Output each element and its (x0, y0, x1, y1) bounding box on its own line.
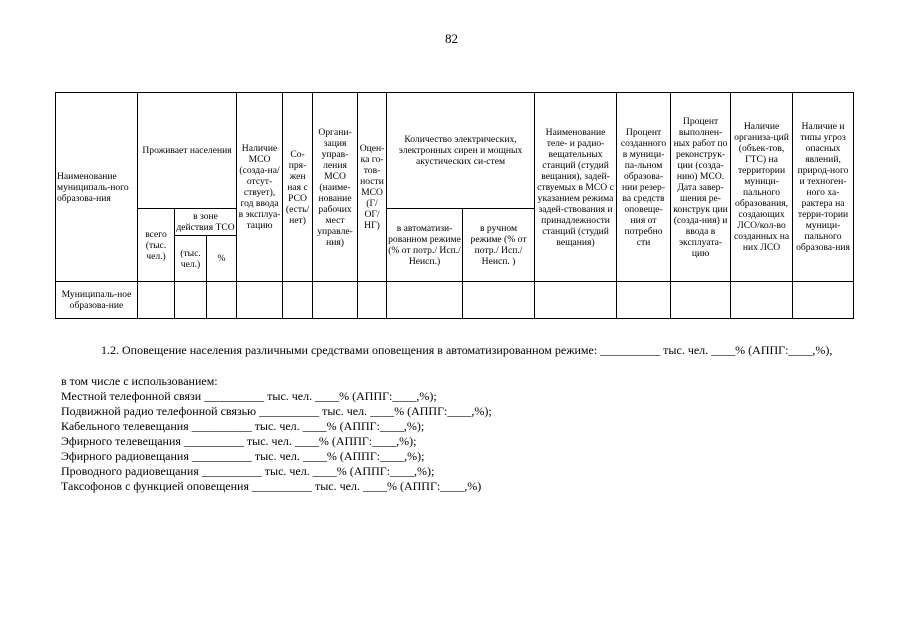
cell-empty (313, 282, 358, 319)
cell-empty (617, 282, 671, 319)
cell-empty (731, 282, 793, 319)
list-item: Проводного радиовещания __________ тыс. чел. ____% (АППГ:____,%); (61, 464, 435, 478)
header-lso-organizations: Наличие организа-ций (объек-тов, ГТС) на территории муници-пального образования, создающих ЛСО/кол-во созданных на них ЛСО (731, 93, 793, 282)
cell-empty (535, 282, 617, 319)
page-number: 82 (445, 31, 458, 46)
header-rso-link: Со-пря-жен ная с РСО (есть/нет) (283, 93, 313, 282)
list-item: Кабельного телевещания __________ тыс. чел. ____% (АППГ:____,%); (61, 419, 425, 433)
list-item: Таксофонов с функцией оповещения __________ тыс. чел. ____% (АППГ:____,%) (61, 479, 482, 493)
cell-empty (358, 282, 387, 319)
header-coverage-percent: Процент созданного в муници-па-льном образова-нии резер-ва средств оповеще-ния от потребно сти (617, 93, 671, 282)
header-mso-organization: Органи-зация управ-ления МСО (наиме-нование рабочих мест управле-ния) (313, 93, 358, 282)
cell-empty (387, 282, 463, 319)
header-mso-presence: Наличие МСО (созда-на/отсут-ствует), год ввода в эксплуа-тацию (237, 93, 283, 282)
header-total: всего (тыс. чел.) (138, 209, 175, 282)
cell-empty (175, 282, 207, 319)
header-thousand-people: (тыс. чел.) (175, 236, 207, 282)
list-item: Эфирного телевещания __________ тыс. чел. ____% (АППГ:____,%); (61, 434, 417, 448)
cell-empty (463, 282, 535, 319)
header-mso-rating: Оцен-ка го-тов-ности МСО (Г/ОГ/НГ) (358, 93, 387, 282)
header-stations: Наименование теле- и радио-вещательных станций (студий вещания), задей-ствуемых в МСО с указанием режима задей-ствования и принадлежности станций (студий вещания) (535, 93, 617, 282)
cell-empty (671, 282, 731, 319)
row-label-municipality: Муниципаль-ное образова-ние (56, 282, 138, 319)
header-auto-mode: в автоматизи-рованном режиме (% от потр./ Исп./Неисп.) (387, 209, 463, 282)
header-manual-mode: в ручном режиме (% от потр./ Исп./Неисп. ) (463, 209, 535, 282)
list-item: Подвижной радио телефонной связью __________ тыс. чел. ____% (АППГ:____,%); (61, 404, 492, 418)
list-item: Эфирного радиовещания __________ тыс. чел. ____% (АППГ:____,%); (61, 449, 425, 463)
list-item: Местной телефонной связи __________ тыс. чел. ____% (АППГ:____,%); (61, 389, 437, 403)
header-in-zone: в зоне действия ТСО (175, 209, 237, 236)
cell-empty (283, 282, 313, 319)
section-intro: в том числе с использованием: (61, 374, 218, 388)
header-municipality: Наименование муниципаль-ного образова-ния (56, 93, 138, 282)
cell-empty (207, 282, 237, 319)
header-percent: % (207, 236, 237, 282)
header-population: Проживает населения (138, 93, 237, 209)
header-reconstruction-percent: Процент выполнен-ных работ по реконструк-ции (созда-нию) МСО. Дата завер-шения ре-конструк ции (созда-ния) и ввода в эксплуата-цию (671, 93, 731, 282)
header-threats: Наличие и типы угроз опасных явлений, природ-ного и техноген-ного ха-рактера на терри-тории муници-пального образова-ния (793, 93, 854, 282)
cell-empty (237, 282, 283, 319)
section-heading: 1.2. Оповещение населения различными средствами оповещения в автоматизированном режиме: __________ тыс. чел. ____% (АППГ:____,%), (101, 343, 833, 357)
cell-empty (138, 282, 175, 319)
header-sirens-count: Количество электрических, электронных сирен и мощных акустических си-стем (387, 93, 535, 209)
cell-empty (793, 282, 854, 319)
municipality-warning-table (55, 92, 854, 319)
